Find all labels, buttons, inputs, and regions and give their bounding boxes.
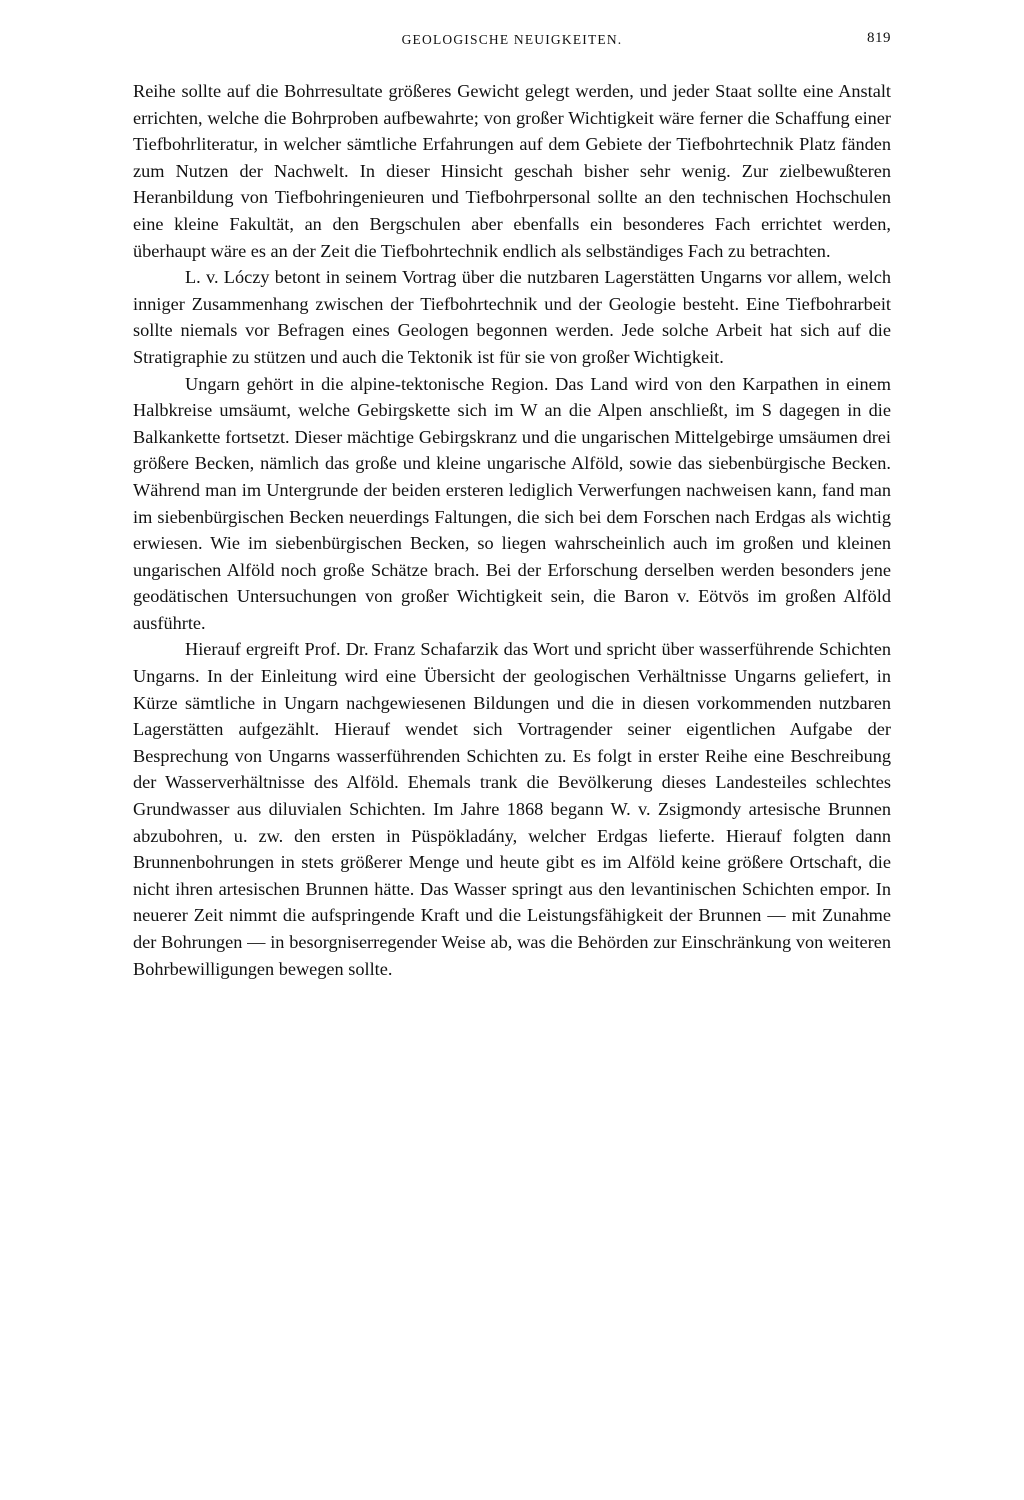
running-head — [133, 28, 891, 58]
paragraph-2: L. v. Lóczy betont in seinem Vortrag über die nutzbaren Lagerstätten Ungarns vor allem, welch inniger Zusammenhang zwischen der Tiefbohrtechnik und der Geologie besteht. Eine Tiefbohrarbeit sollte niemals vor Befragen eines Geologen begonnen werden. Jede solche Arbeit hat sich auf die Stratigraphie zu stützen und auch die Tektonik ist für sie von großer Wichtigkeit. — [133, 267, 891, 367]
paragraph-3: Ungarn gehört in die alpine-tektonische Region. Das Land wird von den Karpathen in einem Halbkreise umsäumt, welche Gebirgskette sich im W an die Alpen anschließt, im S dagegen in die Balkankette fortsetzt. Dieser mächtige Gebirgskranz und die ungarischen Mittelgebirge umsäumen drei größere Becken, nämlich das große und kleine ungarische Alföld, sowie das siebenbürgische Becken. Während man im Untergrunde der beiden ersteren lediglich Verwerfungen nachweisen kann, fand man im siebenbürgischen Becken neuerdings Faltungen, die sich bei dem Forschen nach Erdgas als wichtig erwiesen. Wie im siebenbürgischen Becken, so liegen wahrscheinlich auch im großen und kleinen ungarischen Alföld noch große Schätze brach. Bei der Erforschung derselben werden besonders jene geodätischen Untersuchungen von großer Wichtigkeit sein, die Baron v. Eötvös im großen Alföld ausführte. — [133, 373, 891, 633]
paragraph-1: Reihe sollte auf die Bohrresultate größeres Gewicht gelegt werden, und jeder Staat sollte eine Anstalt errichten, welche die Bohrproben aufbewahrte; von großer Wichtigkeit wäre ferner die Schaffung einer Tiefbohrliteratur, in welcher sämtliche Erfahrungen auf dem Gebiete der Tiefbohrtechnik Platz fänden zum Nutzen der Nachwelt. In dieser Hinsicht geschah bisher sehr wenig. Zur zielbewußteren Heranbildung von Tiefbohringenieuren und Tiefbohrpersonal sollte an den technischen Hochschulen eine kleine Fakultät, an den Bergschulen aber ebenfalls ein besonderes Fach errichtet werden, überhaupt wäre es an der Zeit die Tiefbohrtechnik endlich als selbständiges Fach zu betrachten. — [133, 81, 891, 261]
paragraph-4: Hierauf ergreift Prof. Dr. Franz Schafarzik das Wort und spricht über wasserführende Schichten Ungarns. In der Einleitung wird eine Übersicht der geologischen Verhältnisse Ungarns geliefert, in Kürze sämtliche in Ungarn nachgewiesenen Bildungen und die in diesen vorkommenden nutzbaren Lagerstätten aufgezählt. Hierauf wendet sich Vortragender seiner eigentlichen Aufgabe der Besprechung von Ungarns wasserführenden Schichten zu. Es folgt in erster Reihe eine Beschreibung der Wasserverhältnisse des Alföld. Ehemals trank die Bevölkerung dieses Landesteiles schlechtes Grundwasser aus diluvialen Schichten. Im Jahre 1868 begann W. v. Zsigmondy artesische Brunnen abzubohren, u. zw. den ersten in Püspökladány, welcher Erdgas lieferte. Hierauf folgten dann Brunnenbohrungen in stets größerer Menge und heute gibt es im Alföld keine größere Ortschaft, die nicht ihren artesischen Brunnen hätte. Das Wasser springt aus den levantinischen Schichten empor. In neuerer Zeit nimmt die aufspringende Kraft und die Leistungsfähigkeit der Brunnen — mit Zunahme der Bohrungen — in besorgniserregender Weise ab, was die Behörden zur Einschränkung von weiteren Bohrbewilligungen bewegen sollte. — [133, 639, 891, 979]
book-page — [133, 28, 891, 982]
running-title: GEOLOGISCHE NEUIGKEITEN. — [401, 32, 623, 47]
body-text — [133, 78, 891, 982]
page-number: 819 — [867, 30, 891, 46]
